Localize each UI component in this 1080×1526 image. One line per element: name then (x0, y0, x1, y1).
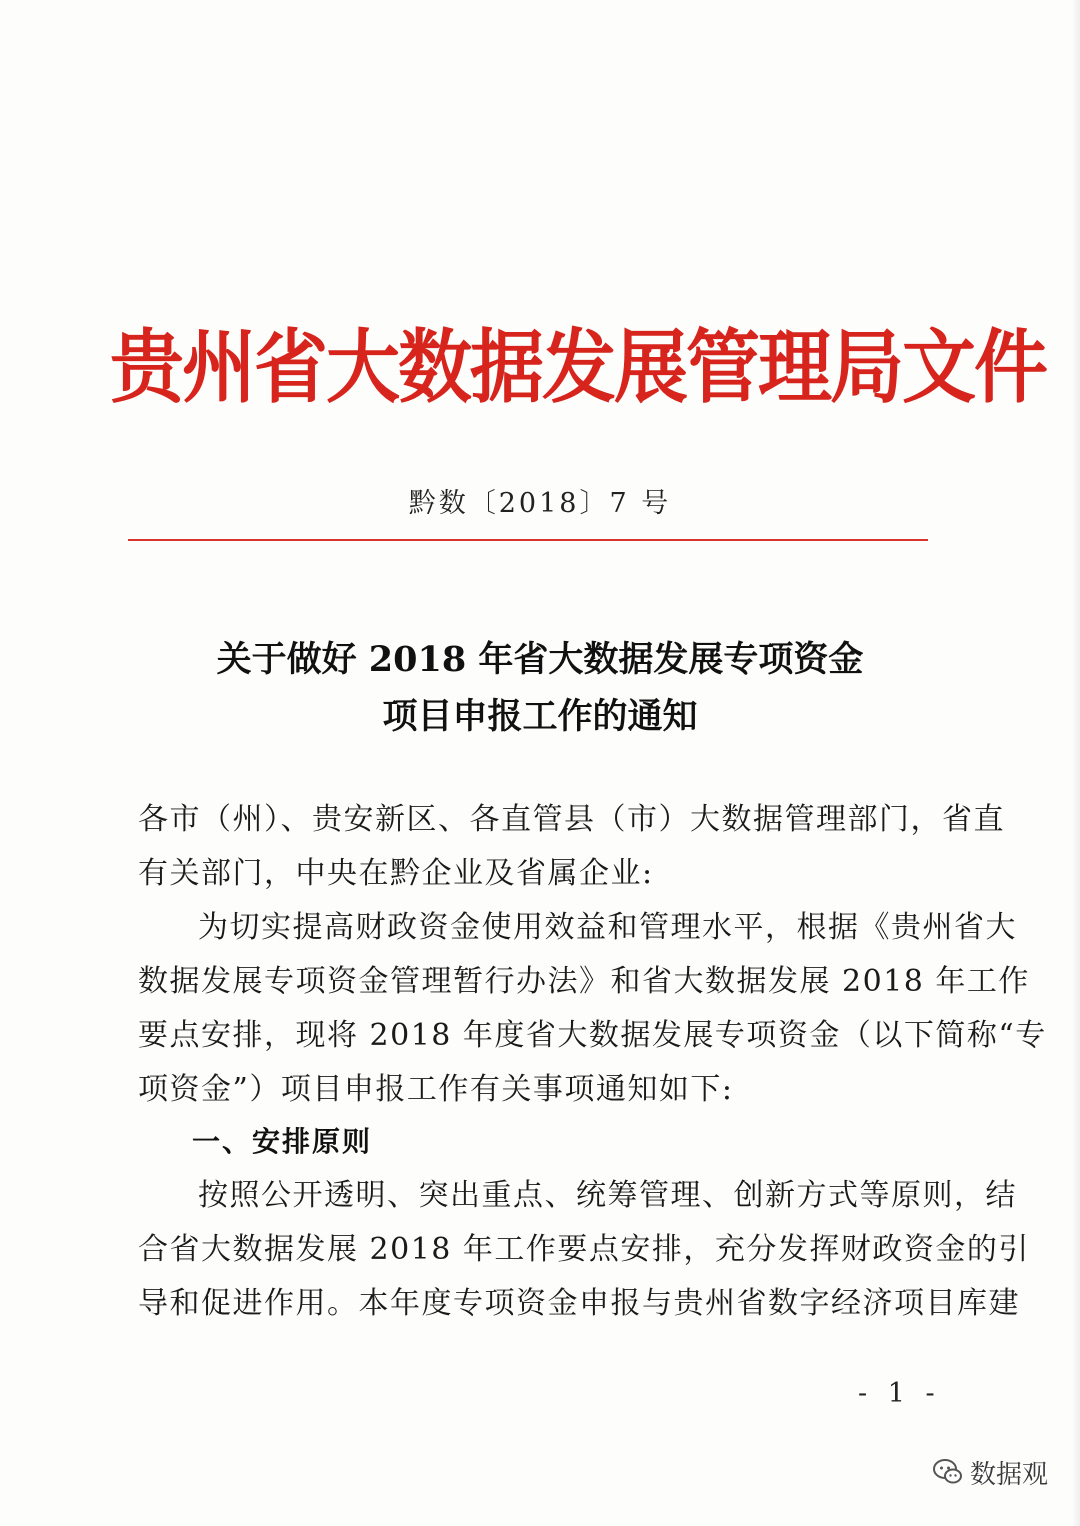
body-line: 有关部门，中央在黔企业及省属企业: (138, 856, 654, 891)
body-line: 要点安排，现将 2018 年度省大数据发展专项资金（以下简称“专 (138, 1018, 1047, 1053)
document-number: 黔数〔2018〕7 号 (408, 488, 672, 519)
wechat-icon (932, 1456, 964, 1488)
red-divider-line (128, 539, 928, 541)
watermark (932, 1452, 1048, 1492)
body-line: 数据发展专项资金管理暂行办法》和省大数据发展 2018 年工作 (138, 964, 1030, 999)
body-line: 按照公开透明、突出重点、统筹管理、创新方式等原则，结 (198, 1178, 1017, 1213)
issuing-authority-header: 贵州省大数据发展管理局文件 (110, 321, 1046, 415)
body-line: 为切实提高财政资金使用效益和管理水平，根据《贵州省大 (198, 910, 1017, 945)
section-heading: 一、安排原则 (192, 1125, 373, 1158)
document-title-line-1: 关于做好 2018 年省大数据发展专项资金 (216, 639, 864, 680)
body-line: 各市（州）、贵安新区、各直管县（市）大数据管理部门，省直 (138, 802, 1005, 837)
body-line: 导和促进作用。本年度专项资金申报与贵州省数字经济项目库建 (138, 1286, 1020, 1321)
body-line: 项资金”）项目申报工作有关事项通知如下: (138, 1072, 734, 1107)
document-title-line-2: 项目申报工作的通知 (382, 696, 698, 737)
watermark-text: 数据观 (970, 1459, 1049, 1490)
page-number: - 1 - (858, 1378, 941, 1409)
page-edge-shadow (1072, 0, 1080, 1526)
body-line: 合省大数据发展 2018 年工作要点安排，充分发挥财政资金的引 (138, 1232, 1030, 1267)
